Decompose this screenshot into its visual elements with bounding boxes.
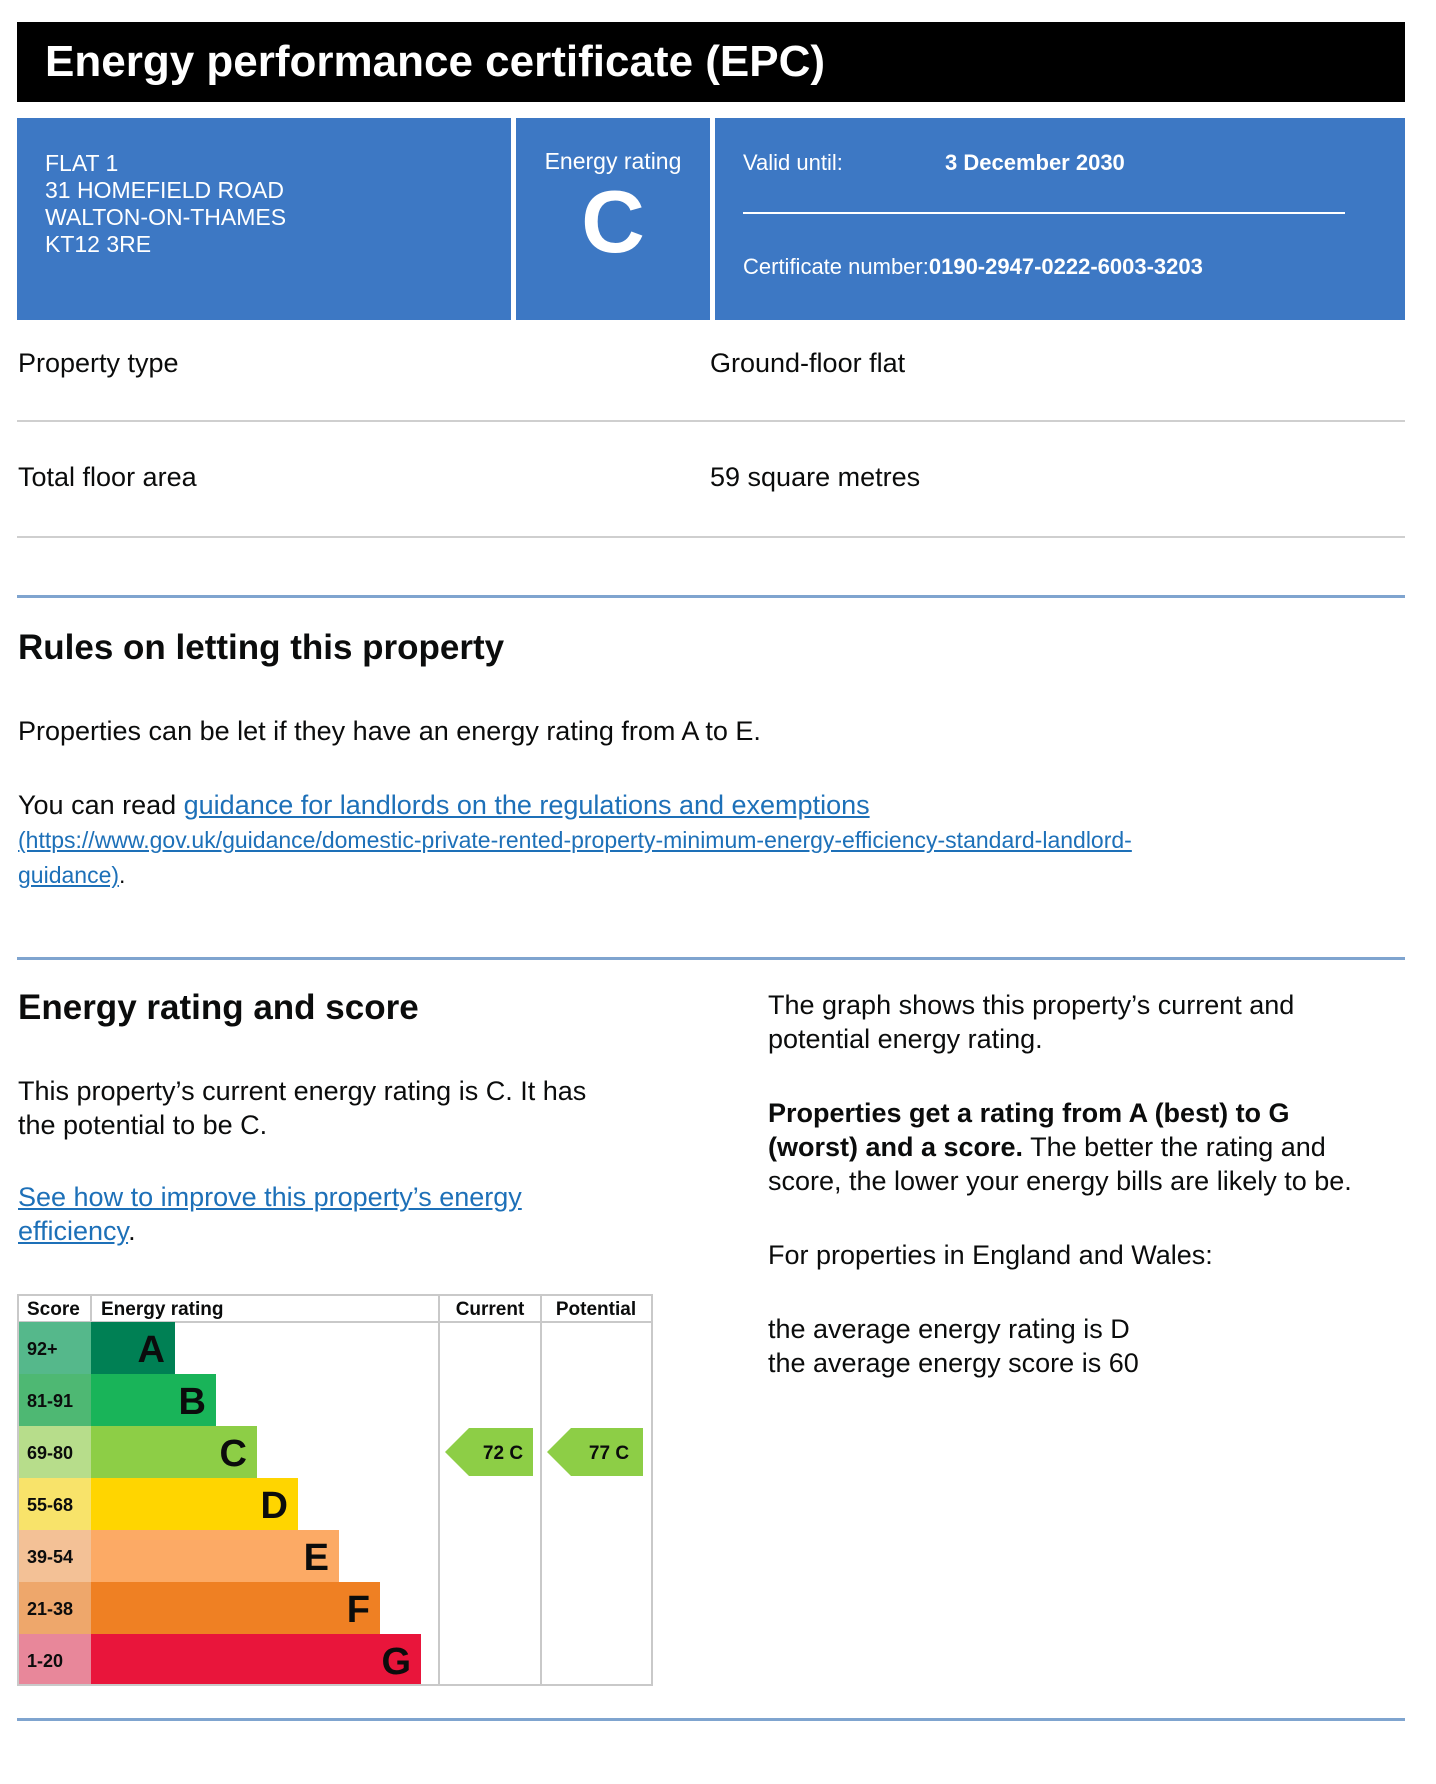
improve-efficiency-link[interactable]	[18, 1182, 522, 1246]
score-paragraph-line-2: the potential to be C.	[18, 1110, 268, 1140]
improve-link-suffix: .	[128, 1216, 136, 1246]
energy-rating-chart	[17, 1294, 653, 1686]
average-ratings	[768, 1312, 1139, 1380]
rating-explanation-normal-3: score, the lower your energy bills are likely to be.	[768, 1166, 1352, 1196]
band-letter-c: C	[219, 1433, 247, 1475]
guidance-url-suffix: .	[119, 862, 126, 888]
band-bar-e	[91, 1530, 339, 1582]
letting-guidance-paragraph	[18, 788, 1358, 892]
header-current: Current	[455, 1299, 525, 1320]
current-rating-label: 72 C	[482, 1443, 524, 1464]
guidance-url-link[interactable]	[18, 827, 1132, 888]
address-panel	[17, 118, 511, 320]
band-letter-f: F	[346, 1589, 370, 1631]
address-line-4: KT12 3RE	[45, 231, 152, 257]
rating-explanation-normal-2: The better the rating and	[1023, 1132, 1326, 1162]
band-letter-a: A	[137, 1329, 165, 1371]
improve-paragraph	[18, 1180, 668, 1248]
average-score-text: the average energy score is 60	[768, 1348, 1139, 1378]
graph-description-line-2: potential energy rating.	[768, 1024, 1043, 1054]
band-bar-f	[91, 1582, 380, 1634]
property-type-value: Ground-floor flat	[710, 348, 906, 378]
improve-link-line-2: efficiency	[18, 1216, 129, 1246]
average-rating-text: the average energy rating is D	[768, 1314, 1130, 1344]
rating-explanation	[768, 1096, 1428, 1198]
property-type-label: Property type	[18, 348, 179, 378]
energy-rating-letter: C	[581, 172, 645, 271]
letting-paragraph: Properties can be let if they have an energy rating from A to E.	[18, 716, 761, 746]
certificate-number-value: 0190-2947-0222-6003-3203	[928, 254, 1203, 279]
table-divider	[17, 536, 1405, 538]
address-line-3: WALTON-ON-THAMES	[45, 204, 287, 230]
rating-explanation-bold-1: Properties get a rating from A (best) to G	[768, 1098, 1290, 1128]
band-range-c: 69-80	[27, 1443, 74, 1463]
rating-explanation-bold-2: (worst) and a score.	[768, 1132, 1024, 1162]
valid-until-value: 3 December 2030	[945, 150, 1125, 175]
certificate-number-label: Certificate number:	[743, 254, 929, 279]
energy-rating-label: Energy rating	[544, 148, 682, 174]
graph-description	[768, 988, 1408, 1056]
band-letter-e: E	[303, 1537, 329, 1579]
table-divider	[17, 420, 1405, 422]
energy-rating-chart-svg	[19, 1296, 651, 1684]
guidance-prefix: You can read	[18, 790, 184, 820]
band-letter-d: D	[260, 1485, 288, 1527]
improve-link-line-1: See how to improve this property’s energy	[18, 1182, 522, 1212]
certificate-divider	[743, 212, 1345, 214]
floor-area-label: Total floor area	[18, 462, 197, 492]
guidance-url-line-2: guidance)	[18, 862, 120, 888]
band-range-d: 55-68	[27, 1495, 74, 1515]
energy-rating-panel	[516, 118, 710, 320]
band-range-e: 39-54	[27, 1547, 74, 1567]
band-range-f: 21-38	[27, 1599, 74, 1619]
score-heading: Energy rating and score	[18, 988, 419, 1027]
letting-heading: Rules on letting this property	[18, 628, 505, 667]
band-range-b: 81-91	[27, 1391, 74, 1411]
band-range-a: 92+	[27, 1339, 58, 1359]
address-line-1: FLAT 1	[45, 150, 119, 176]
band-letter-g: G	[381, 1641, 411, 1683]
certificate-number-row	[743, 254, 1203, 280]
valid-until-label: Valid until:	[743, 150, 843, 175]
potential-rating-label: 77 C	[588, 1443, 630, 1464]
header-energy-rating: Energy rating	[101, 1299, 224, 1320]
section-divider	[17, 1718, 1405, 1721]
floor-area-value: 59 square metres	[710, 462, 921, 492]
graph-description-line-1: The graph shows this property’s current and	[768, 990, 1295, 1020]
certificate-panel	[715, 118, 1405, 320]
england-wales-text: For properties in England and Wales:	[768, 1240, 1213, 1270]
header-score: Score	[27, 1299, 80, 1320]
band-letter-b: B	[178, 1381, 206, 1423]
score-paragraph	[18, 1074, 668, 1142]
page-title: Energy performance certificate (EPC)	[17, 22, 1405, 102]
guidance-url-line-1: (https://www.gov.uk/guidance/domestic-private-rented-property-minimum-energy-efficiency-standard-landlord-	[18, 827, 1132, 853]
score-paragraph-line-1: This property’s current energy rating is C. It has	[18, 1076, 587, 1106]
valid-until-row	[743, 150, 1125, 176]
band-bar-g	[91, 1634, 421, 1684]
header-potential: Potential	[555, 1299, 637, 1320]
address-line-2: 31 HOMEFIELD ROAD	[45, 177, 284, 203]
landlord-guidance-link[interactable]: guidance for landlords on the regulations and exemptions	[183, 790, 870, 820]
section-divider	[17, 595, 1405, 598]
section-divider	[17, 957, 1405, 960]
band-range-g: 1-20	[27, 1651, 64, 1671]
